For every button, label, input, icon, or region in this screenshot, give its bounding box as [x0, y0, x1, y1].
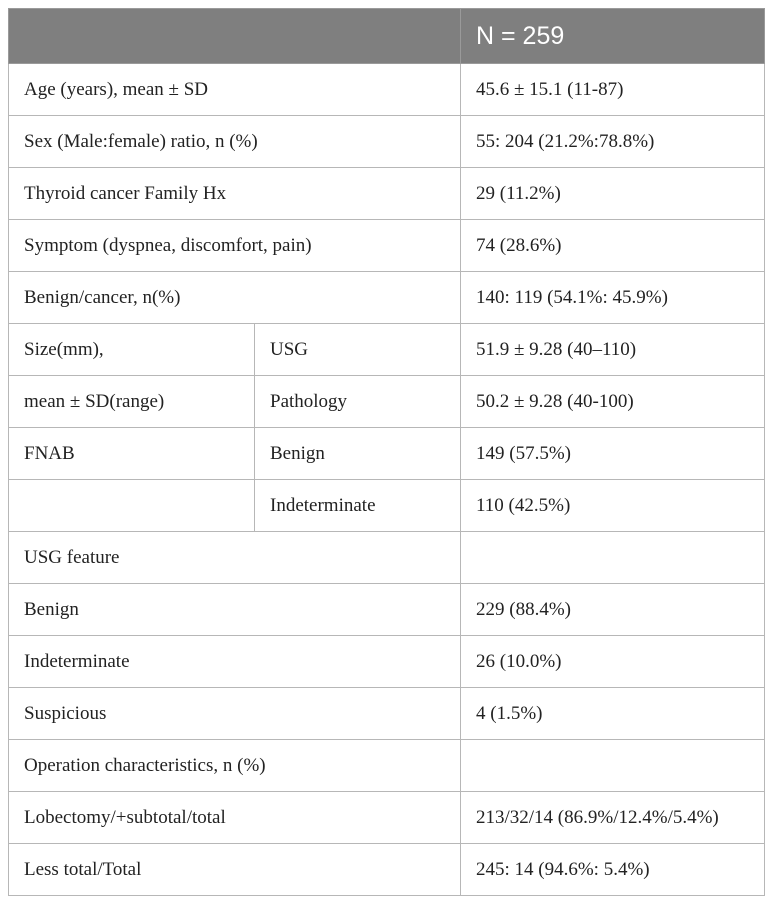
row-label: Age (years), mean ± SD	[9, 64, 461, 116]
table-row	[9, 220, 765, 272]
row-sublabel: Benign	[255, 428, 461, 480]
row-value: 26 (10.0%)	[461, 636, 765, 688]
row-label: Lobectomy/+subtotal/total	[9, 792, 461, 844]
section-label: Operation characteristics, n (%)	[9, 740, 461, 792]
row-label: Benign	[9, 584, 461, 636]
row-value: 149 (57.5%)	[461, 428, 765, 480]
table-row	[9, 116, 765, 168]
row-value	[461, 532, 765, 584]
row-value: 55: 204 (21.2%:78.8%)	[461, 116, 765, 168]
table-row	[9, 376, 765, 428]
table-row	[9, 64, 765, 116]
table-row	[9, 532, 765, 584]
table-row	[9, 844, 765, 896]
row-value: 110 (42.5%)	[461, 480, 765, 532]
row-label: Suspicious	[9, 688, 461, 740]
row-label: mean ± SD(range)	[9, 376, 255, 428]
table-row	[9, 792, 765, 844]
row-value: 74 (28.6%)	[461, 220, 765, 272]
row-value: 45.6 ± 15.1 (11-87)	[461, 64, 765, 116]
row-label: Size(mm),	[9, 324, 255, 376]
table-row	[9, 480, 765, 532]
header-row	[9, 9, 765, 64]
row-label: FNAB	[9, 428, 255, 480]
table-row	[9, 168, 765, 220]
table-row	[9, 688, 765, 740]
row-value: 140: 119 (54.1%: 45.9%)	[461, 272, 765, 324]
row-label: Sex (Male:female) ratio, n (%)	[9, 116, 461, 168]
section-label: USG feature	[9, 532, 461, 584]
row-sublabel: USG	[255, 324, 461, 376]
row-label: Indeterminate	[9, 636, 461, 688]
header-label-cell	[9, 9, 461, 64]
table-row	[9, 428, 765, 480]
table-row	[9, 740, 765, 792]
table-row	[9, 324, 765, 376]
row-label	[9, 480, 255, 532]
row-value: 51.9 ± 9.28 (40–110)	[461, 324, 765, 376]
row-sublabel: Indeterminate	[255, 480, 461, 532]
header-n-cell: N = 259	[461, 9, 765, 64]
row-value: 229 (88.4%)	[461, 584, 765, 636]
table-row	[9, 272, 765, 324]
row-value: 29 (11.2%)	[461, 168, 765, 220]
row-value	[461, 740, 765, 792]
row-value: 213/32/14 (86.9%/12.4%/5.4%)	[461, 792, 765, 844]
table-row	[9, 636, 765, 688]
row-label: Benign/cancer, n(%)	[9, 272, 461, 324]
row-sublabel: Pathology	[255, 376, 461, 428]
row-label: Thyroid cancer Family Hx	[9, 168, 461, 220]
row-label: Less total/Total	[9, 844, 461, 896]
row-value: 4 (1.5%)	[461, 688, 765, 740]
table-row	[9, 584, 765, 636]
row-value: 245: 14 (94.6%: 5.4%)	[461, 844, 765, 896]
row-label: Symptom (dyspnea, discomfort, pain)	[9, 220, 461, 272]
patient-characteristics-table	[8, 8, 765, 896]
row-value: 50.2 ± 9.28 (40-100)	[461, 376, 765, 428]
